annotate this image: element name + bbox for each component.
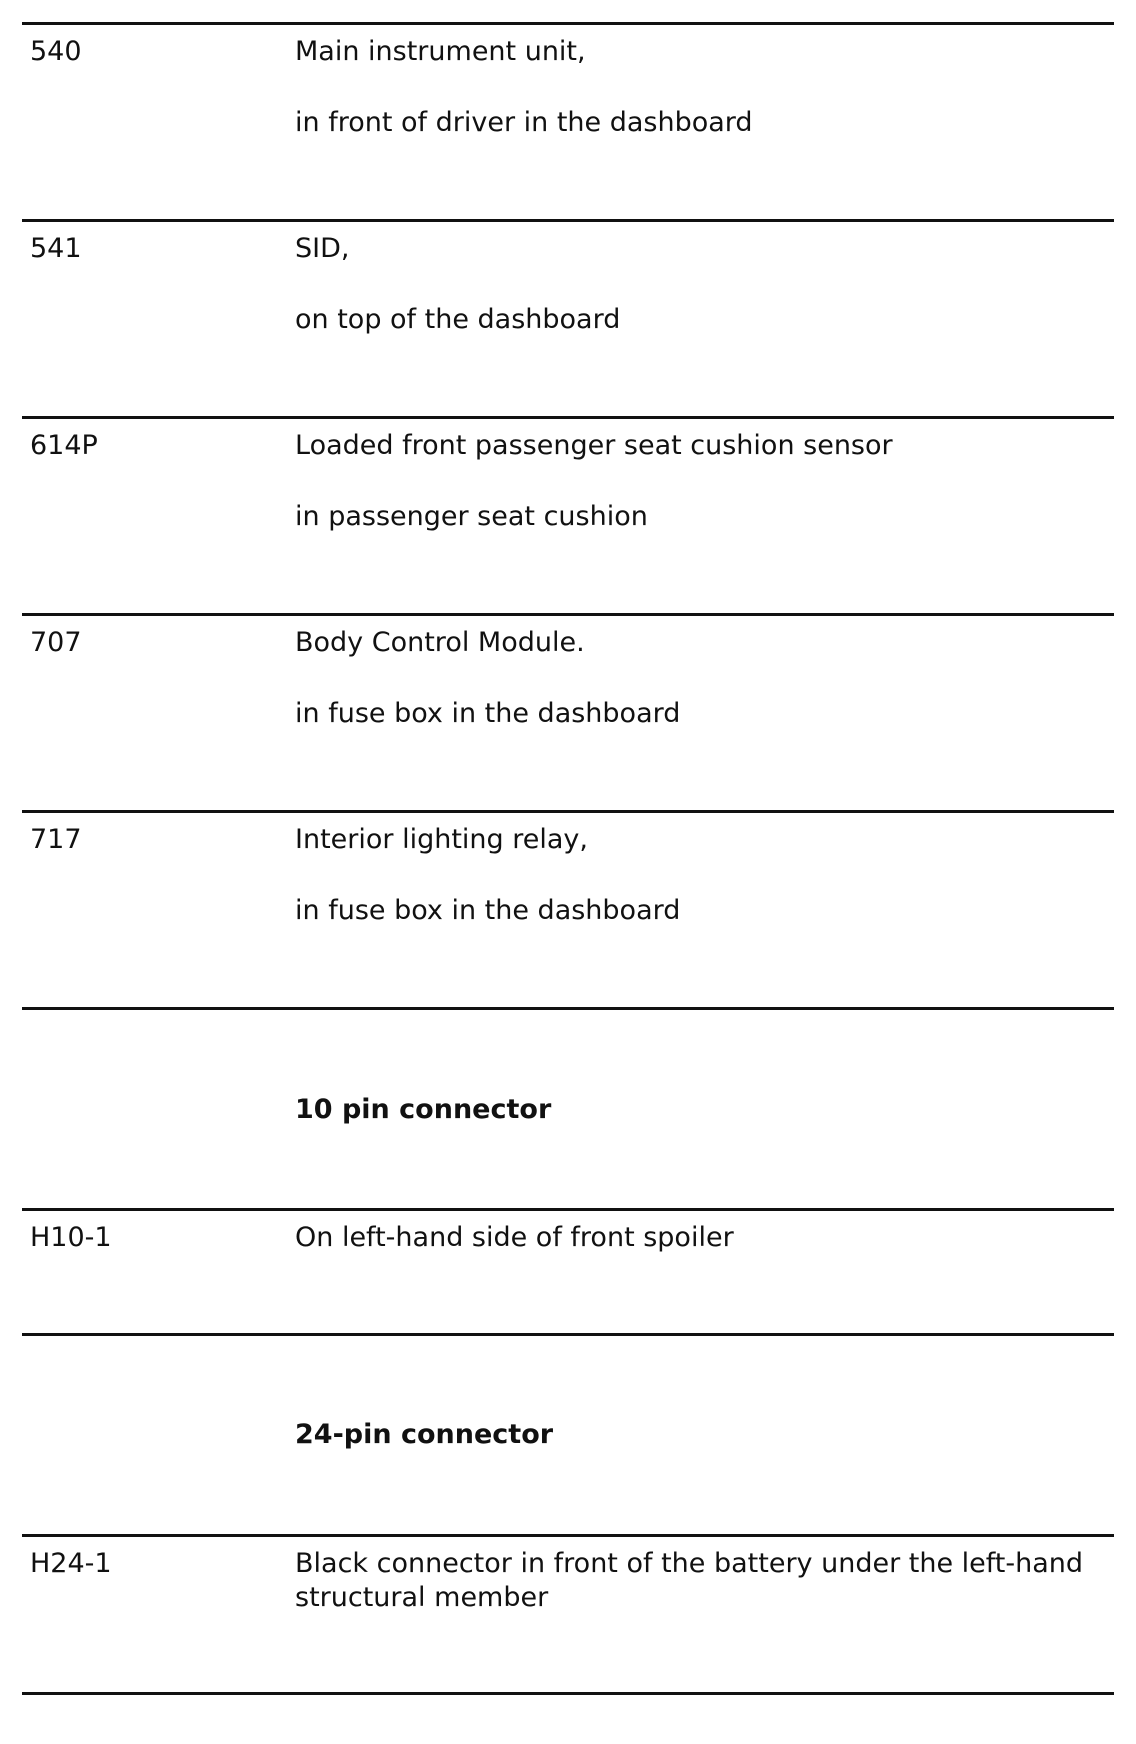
component-location: in fuse box in the dashboard (295, 698, 681, 729)
row-divider (22, 1692, 1114, 1695)
connector-location: On left-hand side of front spoiler (295, 1222, 734, 1253)
section-heading: 10 pin connector (295, 1094, 552, 1125)
component-name: SID, (295, 233, 350, 264)
component-code: 540 (30, 36, 82, 67)
row-divider (22, 1007, 1114, 1010)
component-code: 614P (30, 430, 98, 461)
row-divider (22, 1333, 1114, 1336)
row-divider (22, 219, 1114, 222)
component-name: Main instrument unit, (295, 36, 586, 67)
component-code: 541 (30, 233, 82, 264)
component-location: in passenger seat cushion (295, 501, 648, 532)
component-code: 707 (30, 627, 82, 658)
component-name: Body Control Module. (295, 627, 585, 658)
component-location: in front of driver in the dashboard (295, 107, 753, 138)
component-location: in fuse box in the dashboard (295, 895, 681, 926)
component-name: Loaded front passenger seat cushion sensor (295, 430, 893, 461)
row-divider (22, 416, 1114, 419)
connector-code: H24-1 (30, 1548, 112, 1579)
row-divider (22, 1534, 1114, 1537)
row-divider (22, 613, 1114, 616)
section-heading: 24-pin connector (295, 1419, 554, 1450)
component-code: 717 (30, 824, 82, 855)
row-divider (22, 22, 1114, 25)
component-location: on top of the dashboard (295, 304, 621, 335)
row-divider (22, 1208, 1114, 1211)
row-divider (22, 810, 1114, 813)
component-name: Interior lighting relay, (295, 824, 588, 855)
connector-location: Black connector in front of the battery under the left-hand structural member (295, 1548, 1084, 1613)
connector-code: H10-1 (30, 1222, 112, 1253)
